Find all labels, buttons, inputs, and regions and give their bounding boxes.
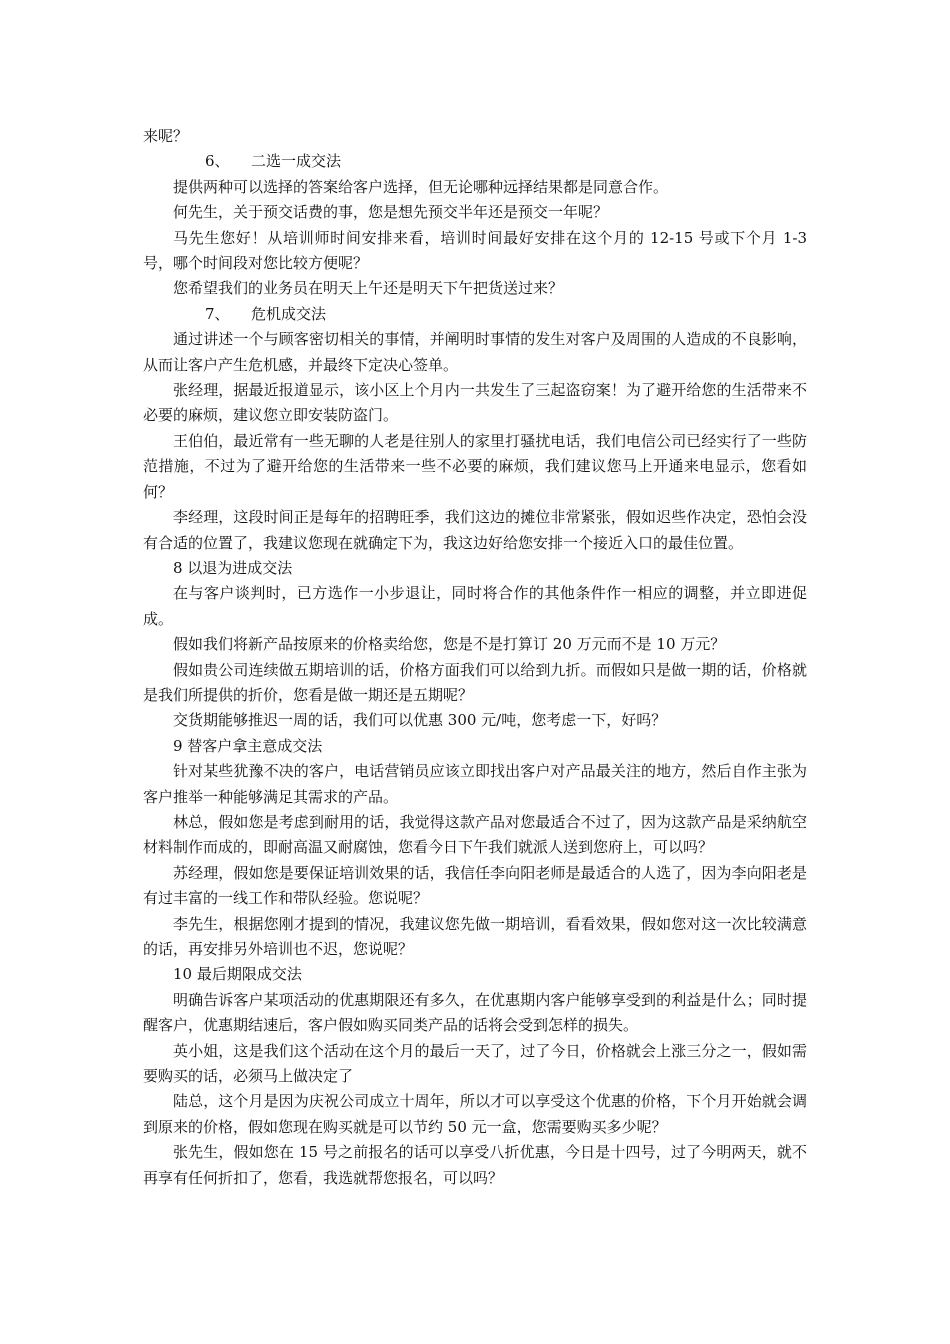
section-heading [143,149,807,174]
paragraph: 苏经理，假如您是要保证培训效果的话，我信任李向阳老师是最适合的人选了，因为李向阳老是有过丰富的一线工作和带队经验。您说呢？ [143,863,807,908]
paragraph: 王伯伯，最近常有一些无聊的人老是往别人的家里打骚扰电话，我们电信公司已经实行了一些防范措施，不过为了避开给您的生活带来一些不必要的麻烦，我们建议您马上开通来电显示，您看如何？ [143,431,807,501]
paragraph: 假如我们将新产品按原来的价格卖给您，您是不是打算订 20 万元而不是 10 万元？ [173,635,726,654]
paragraph: 张经理，据最近报道显示，该小区上个月内一共发生了三起盗窃案！为了避开给您的生活带来不必要的麻烦，建议您立即安装防盗门。 [143,381,807,425]
section-heading: 8 以退为进成交法 [173,558,293,577]
paragraph: 您希望我们的业务员在明天上午还是明天下午把货送过来？ [173,279,564,298]
section-number: 7、 [205,304,230,323]
section-number: 6、 [205,152,230,171]
section-heading: 9 替客户拿主意成交法 [173,736,323,755]
paragraph: 通过讲述一个与顾客密切相关的事情，并阐明时事情的发生对客户及周围的人造成的不良影响，从而让客户产生危机感，并最终下定决心签单。 [143,330,807,374]
paragraph: 提供两种可以选择的答案给客户选择，但无论哪种远择结果都是同意合作。 [173,177,669,196]
paragraph: 陆总，这个月是因为庆祝公司成立十周年，所以才可以享受这个优惠的价格，下个月开始就会调到原来的价格，假如您现在购买就是可以节约 50 元一盒，您需要购买多少呢？ [143,1092,807,1136]
paragraph: 交货期能够推迟一周的话，我们可以优惠 300 元/吨，您考虑一下，好吗？ [173,711,667,730]
paragraph: 何先生，关于预交话费的事，您是想先预交半年还是预交一年呢？ [173,203,609,222]
paragraph: 假如贵公司连续做五期培训的话，价格方面我们可以给到九折。而假如只是做一期的话，价格就是我们所提供的折价，您看是做一期还是五期呢？ [143,660,807,704]
paragraph: 在与客户谈判时，已方选作一小步退让，同时将合作的其他条件作一相应的调整，并立即进促成。 [143,584,807,628]
section-heading: 10 最后期限成交法 [173,965,302,984]
paragraph: 明确告诉客户某项活动的优惠期限还有多久，在优惠期内客户能够享受到的利益是什么；同时提醒客户，优惠期结速后，客户假如购买同类产品的话将会受到怎样的损失。 [143,990,807,1035]
paragraph: 马先生您好！从培训师时间安排来看，培训时间最好安排在这个月的 12-15 号或下个月 1-3 号，哪个时间段对您比较方便呢？ [143,228,807,273]
paragraph: 来呢？ [143,127,189,145]
paragraph: 李先生，根据您刚才提到的情况，我建议您先做一期培训，看看效果，假如您对这一次比较满意的话，再安排另外培训也不迟，您说呢？ [143,914,807,958]
section-title: 危机成交法 [251,304,327,323]
section-title: 二选一成交法 [251,152,342,171]
document-page [143,124,807,1191]
paragraph: 针对某些犹豫不决的客户，电话营销员应该立即找出客户对产品最关注的地方，然后自作主张为客户推举一种能够满足其需求的产品。 [143,762,807,806]
paragraph: 张先生，假如您在 15 号之前报名的话可以享受八折优惠，今日是十四号，过了今明两天，就不再享有任何折扣了，您看，我选就帮您报名，可以吗？ [143,1143,807,1187]
paragraph: 李经理，这段时间正是每年的招聘旺季，我们这边的摊位非常紧张，假如迟些作决定，恐怕会没有合适的位置了，我建议您现在就确定下为，我这边好给您安排一个接近入口的最佳位置。 [143,508,807,552]
paragraph: 林总，假如您是考虑到耐用的话，我觉得这款产品对您最适合不过了，因为这款产品是采纳航空材料制作而成的，即耐高温又耐腐蚀，您看今日下午我们就派人送到您府上，可以吗？ [143,812,807,857]
section-heading [143,302,807,327]
paragraph: 英小姐，这是我们这个活动在这个月的最后一天了，过了今日，价格就会上涨三分之一，假如需要购买的话，必须马上做决定了 [143,1041,807,1086]
